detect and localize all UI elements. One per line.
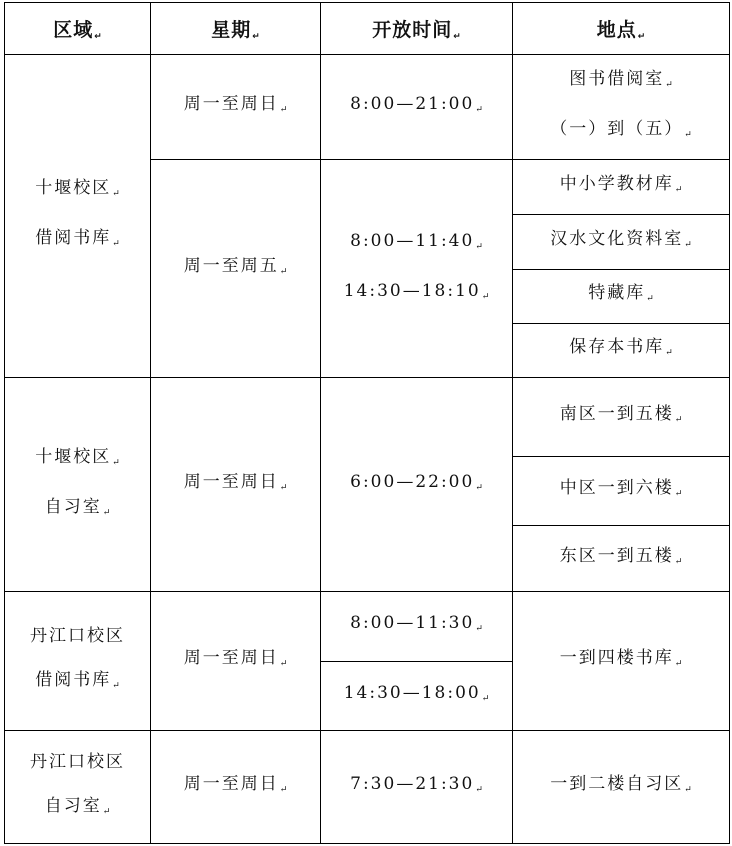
paragraph-mark-icon: ↵ — [674, 659, 683, 670]
area-cell: 丹江口校区 自习室↵ — [5, 730, 151, 843]
header-place: 地点↵ — [513, 3, 730, 55]
paragraph-mark-icon: ↵ — [112, 188, 120, 199]
place-cell: 中小学教材库↵ — [513, 160, 730, 215]
paragraph-mark-icon: ↵ — [279, 659, 288, 670]
place-cell: 东区一到五楼↵ — [513, 526, 730, 592]
paragraph-mark-icon: ↵ — [684, 130, 692, 141]
paragraph-mark-icon: ↵ — [279, 784, 288, 795]
time-cell: 8:00—21:00↵ — [321, 55, 513, 160]
header-day: 星期↵ — [151, 3, 321, 55]
paragraph-mark-icon: ↵ — [637, 32, 646, 43]
paragraph-mark-icon: ↵ — [475, 482, 483, 493]
day-cell: 周一至周日↵ — [151, 55, 321, 160]
header-time: 开放时间↵ — [321, 3, 513, 55]
paragraph-mark-icon: ↵ — [481, 291, 490, 302]
day-cell: 周一至周五↵ — [151, 160, 321, 378]
place-cell: 保存本书库↵ — [513, 323, 730, 377]
paragraph-mark-icon: ↵ — [112, 238, 120, 249]
place-cell: 汉水文化资料室↵ — [513, 215, 730, 269]
paragraph-mark-icon: ↵ — [279, 482, 288, 493]
paragraph-mark-icon: ↵ — [674, 414, 683, 425]
area-cell: 丹江口校区 借阅书库↵ — [5, 592, 151, 730]
day-cell: 周一至周日↵ — [151, 377, 321, 592]
place-cell: 图书借阅室↵ （一）到（五）↵ — [513, 55, 730, 160]
paragraph-mark-icon: ↵ — [102, 806, 111, 817]
day-cell: 周一至周日↵ — [151, 730, 321, 843]
table-row — [5, 730, 730, 843]
paragraph-mark-icon: ↵ — [279, 105, 288, 116]
time-cell: 7:30—21:30↵ — [321, 730, 513, 843]
area-cell: 十堰校区↵ 借阅书库↵ — [5, 55, 151, 378]
place-cell: 南区一到五楼↵ — [513, 377, 730, 456]
time-cell: 8:00—11:30↵ — [321, 592, 513, 661]
table-row — [5, 55, 730, 160]
paragraph-mark-icon: ↵ — [112, 681, 120, 692]
paragraph-mark-icon: ↵ — [94, 32, 102, 43]
paragraph-mark-icon: ↵ — [475, 105, 483, 116]
place-cell: 一到四楼书库↵ — [513, 592, 730, 730]
paragraph-mark-icon: ↵ — [102, 507, 111, 518]
paragraph-mark-icon: ↵ — [453, 32, 461, 43]
header-row — [5, 3, 730, 55]
place-cell: 一到二楼自习区↵ — [513, 730, 730, 843]
paragraph-mark-icon: ↵ — [665, 80, 673, 91]
table-row — [5, 592, 730, 661]
paragraph-mark-icon: ↵ — [674, 556, 683, 567]
paragraph-mark-icon: ↵ — [279, 266, 288, 277]
paragraph-mark-icon: ↵ — [475, 784, 483, 795]
place-cell: 特藏库↵ — [513, 269, 730, 323]
paragraph-mark-icon: ↵ — [646, 294, 654, 305]
paragraph-mark-icon: ↵ — [674, 489, 683, 500]
time-cell: 14:30—18:00↵ — [321, 661, 513, 730]
paragraph-mark-icon: ↵ — [665, 348, 673, 359]
header-area: 区域↵ — [5, 3, 151, 55]
paragraph-mark-icon: ↵ — [252, 32, 260, 43]
paragraph-mark-icon: ↵ — [475, 624, 483, 635]
opening-hours-table — [4, 2, 730, 844]
time-cell: 6:00—22:00↵ — [321, 377, 513, 592]
paragraph-mark-icon: ↵ — [475, 241, 483, 252]
paragraph-mark-icon: ↵ — [674, 185, 683, 196]
paragraph-mark-icon: ↵ — [684, 784, 692, 795]
paragraph-mark-icon: ↵ — [112, 457, 120, 468]
time-cell: 8:00—11:40↵ 14:30—18:10↵ — [321, 160, 513, 378]
area-cell: 十堰校区↵ 自习室↵ — [5, 377, 151, 592]
day-cell: 周一至周日↵ — [151, 592, 321, 730]
table-row — [5, 377, 730, 456]
place-cell: 中区一到六楼↵ — [513, 457, 730, 526]
paragraph-mark-icon: ↵ — [684, 240, 692, 251]
paragraph-mark-icon: ↵ — [481, 693, 490, 704]
